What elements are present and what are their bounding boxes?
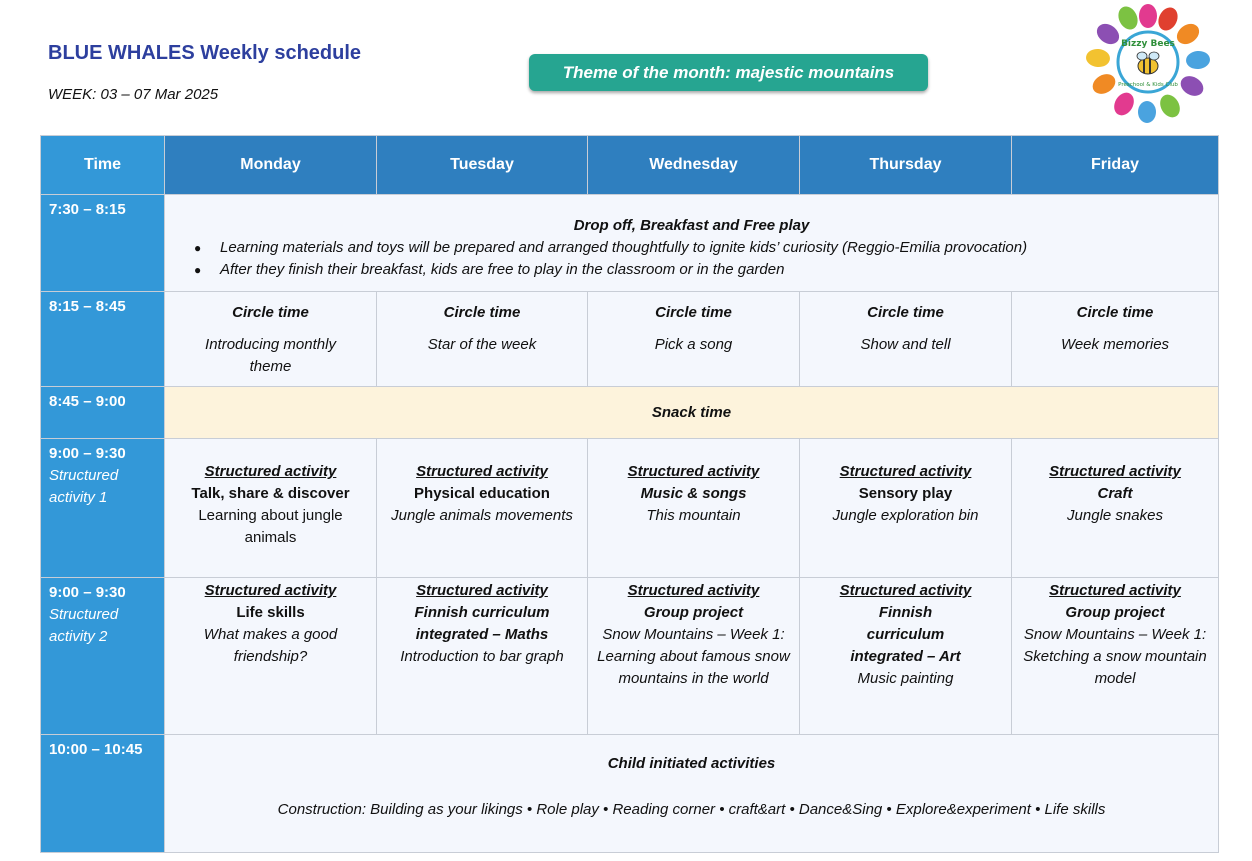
- time-label: 8:15 – 8:45: [49, 298, 126, 315]
- col-header-wednesday: Wednesday: [588, 136, 800, 195]
- list-item: ● Learning materials and toys will be prepared and arranged thoughtfully to ignite kids’ curiosity (Reggio-Emilia provocation): [220, 237, 1218, 259]
- activity1-cell-monday: [165, 439, 377, 578]
- col-header-monday: Monday: [165, 136, 377, 195]
- circle-cell-tuesday: [377, 292, 588, 387]
- page-title: BLUE WHALES Weekly schedule: [48, 42, 362, 64]
- cell-title: Circle time: [1076, 304, 1154, 321]
- child-initiated-items: Construction: Building as your likings • Role play • Reading corner • craft&art • Dance&Sing • Explore&experiment • Life skills: [277, 801, 1106, 818]
- time-cell: [41, 292, 165, 387]
- col-header-time: Time: [41, 136, 165, 195]
- table-row: [41, 439, 1219, 578]
- cell-title: Craft: [1097, 485, 1133, 502]
- cell-heading: Structured activity: [627, 463, 760, 480]
- cell-text: Music painting: [857, 670, 954, 687]
- time-cell: [41, 439, 165, 578]
- activity1-cell-wednesday: [588, 439, 800, 578]
- table-row: [41, 195, 1219, 292]
- theme-banner: Theme of the month: majestic mountains: [529, 54, 928, 91]
- bizzy-bees-logo: [1084, 2, 1212, 126]
- cell-text: Show and tell: [860, 336, 951, 353]
- circle-cell-friday: [1012, 292, 1219, 387]
- cell-title: Group project: [643, 604, 744, 621]
- time-cell: [41, 195, 165, 292]
- dropoff-title: Drop off, Breakfast and Free play: [573, 217, 810, 234]
- cell-text: This mountain: [646, 507, 741, 524]
- cell-heading: Structured activity: [1049, 463, 1181, 480]
- activity2-cell-friday: [1012, 578, 1219, 735]
- time-cell: [41, 387, 165, 439]
- cell-heading: Structured activity: [416, 463, 548, 480]
- child-initiated-cell: [165, 735, 1219, 853]
- snack-cell: Snack time: [165, 387, 1219, 439]
- cell-text: Snow Mountains – Week 1: Sketching a snow mountain model: [1023, 626, 1207, 687]
- cell-text: Star of the week: [427, 336, 537, 353]
- cell-text: Snow Mountains – Week 1: Learning about famous snow mountains in the world: [597, 626, 790, 687]
- cell-title: Circle time: [232, 304, 309, 321]
- col-header-tuesday: Tuesday: [377, 136, 588, 195]
- activity2-cell-monday: [165, 578, 377, 735]
- logo-tagline: Preschool & Kids Club: [1118, 82, 1178, 88]
- cell-text: Jungle animals movements: [391, 507, 573, 524]
- schedule-table: [40, 135, 1219, 853]
- cell-title: Music & songs: [640, 485, 747, 502]
- cell-text: What makes a good friendship?: [203, 626, 338, 665]
- activity2-cell-tuesday: [377, 578, 588, 735]
- cell-title: Sensory play: [858, 485, 953, 502]
- table-row: [41, 578, 1219, 735]
- child-initiated-title: Child initiated activities: [607, 755, 776, 772]
- time-sublabel: Structured activity 1: [49, 467, 119, 506]
- activity1-cell-tuesday: [377, 439, 588, 578]
- cell-title: Circle time: [655, 304, 732, 321]
- header-row: [41, 136, 1219, 195]
- time-label: 8:45 – 9:00: [49, 393, 126, 410]
- circle-cell-wednesday: [588, 292, 800, 387]
- cell-title: Finnish curriculum integrated – Art: [850, 604, 961, 665]
- cell-heading: Structured activity: [204, 463, 337, 480]
- cell-title: Talk, share & discover: [191, 485, 350, 502]
- col-header-thursday: Thursday: [800, 136, 1012, 195]
- dropoff-bullets: [165, 237, 1218, 281]
- list-item: ● After they finish their breakfast, kids are free to play in the classroom or in the garden: [220, 259, 1218, 281]
- time-cell: [41, 578, 165, 735]
- logo-name: Bizzy Bees: [1121, 39, 1175, 49]
- circle-cell-thursday: [800, 292, 1012, 387]
- dropoff-cell: [165, 195, 1219, 292]
- time-label: 9:00 – 9:30: [49, 584, 126, 601]
- cell-text: Introduction to bar graph: [400, 648, 564, 665]
- cell-heading: Structured activity: [1049, 582, 1181, 599]
- cell-title: Physical education: [414, 485, 550, 502]
- table-row: [41, 292, 1219, 387]
- table-row: [41, 735, 1219, 853]
- week-range: WEEK: 03 – 07 Mar 2025: [48, 86, 219, 103]
- time-cell: [41, 735, 165, 853]
- cell-heading: Structured activity: [839, 582, 972, 599]
- cell-text: Jungle exploration bin: [832, 507, 979, 524]
- cell-heading: Structured activity: [839, 463, 972, 480]
- cell-title: Finnish curriculum integrated – Maths: [414, 604, 550, 643]
- time-label: 9:00 – 9:30: [49, 445, 126, 462]
- table-row: [41, 387, 1219, 439]
- activity2-cell-thursday: [800, 578, 1012, 735]
- cell-text: Introducing monthly theme: [205, 336, 336, 375]
- cell-title: Group project: [1065, 604, 1165, 621]
- col-header-friday: Friday: [1012, 136, 1219, 195]
- cell-text: Week memories: [1060, 336, 1170, 353]
- cell-heading: Structured activity: [627, 582, 760, 599]
- cell-heading: Structured activity: [204, 582, 337, 599]
- cell-text: Learning about jungle animals: [198, 507, 343, 546]
- cell-text: Pick a song: [654, 336, 733, 353]
- cell-heading: Structured activity: [416, 582, 548, 599]
- time-label: 7:30 – 8:15: [49, 201, 126, 218]
- activity1-cell-thursday: [800, 439, 1012, 578]
- cell-title: Circle time: [443, 304, 521, 321]
- cell-text: Jungle snakes: [1067, 507, 1163, 524]
- circle-cell-monday: [165, 292, 377, 387]
- cell-title: Life skills: [236, 604, 305, 621]
- activity1-cell-friday: [1012, 439, 1219, 578]
- cell-title: Circle time: [867, 304, 944, 321]
- time-label: 10:00 – 10:45: [49, 741, 143, 758]
- time-sublabel: Structured activity 2: [49, 606, 119, 645]
- activity2-cell-wednesday: [588, 578, 800, 735]
